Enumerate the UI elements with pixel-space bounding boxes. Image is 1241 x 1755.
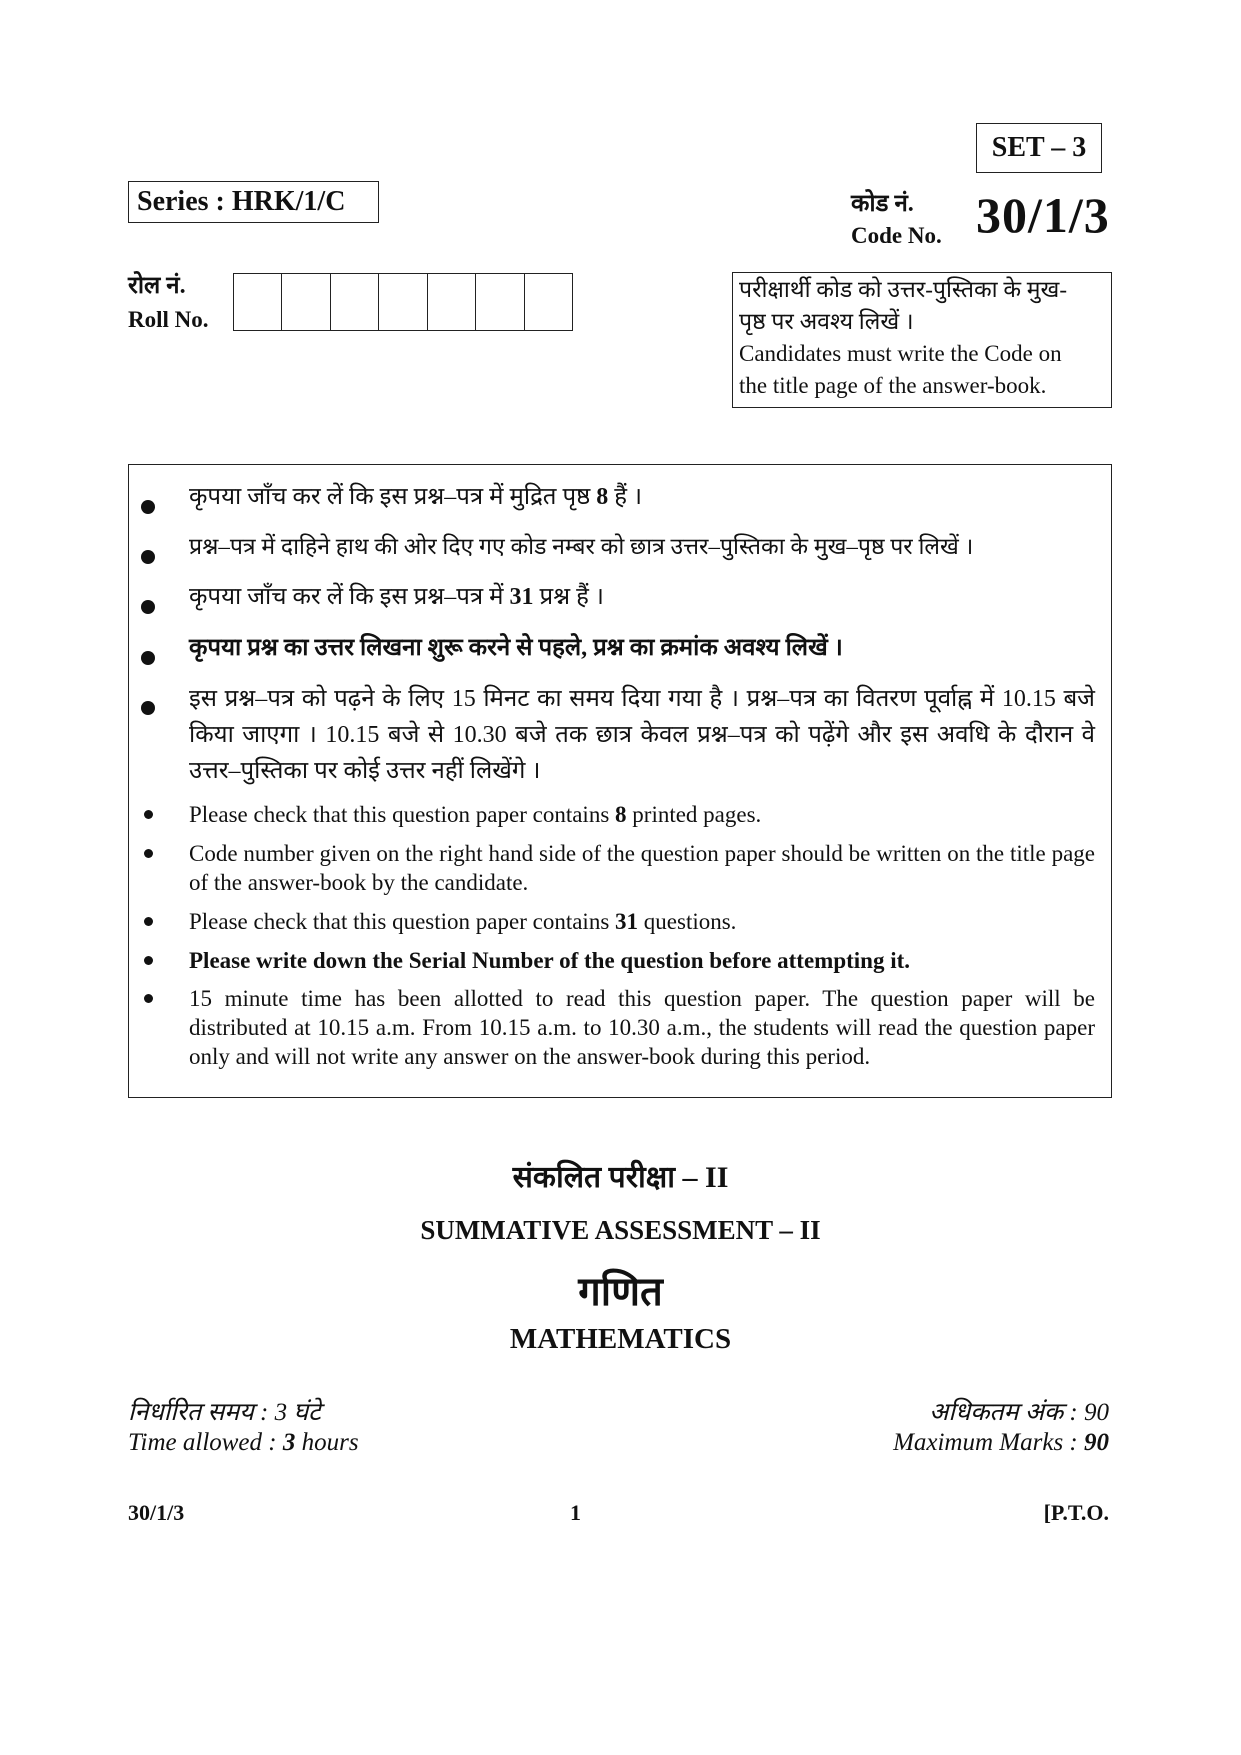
instruction-hi-1: कृपया जाँच कर लें कि इस प्रश्न–पत्र में मुद्रित पृष्ठ 8 हैं । <box>189 484 643 510</box>
time-allowed-hi: निर्धारित समय : 3 घंटे <box>128 1399 321 1426</box>
roll-label-en: Roll No. <box>128 307 209 332</box>
roll-digit-box[interactable] <box>428 274 476 330</box>
series-label: Series : HRK/1/C <box>128 181 379 223</box>
code-number: 30/1/3 <box>976 187 1110 243</box>
subject-title-en: MATHEMATICS <box>509 1323 732 1355</box>
footer-code: 30/1/3 <box>128 1500 185 1525</box>
roll-number-boxes[interactable] <box>233 273 573 331</box>
roll-digit-box[interactable] <box>525 274 572 330</box>
roll-digit-box[interactable] <box>282 274 330 330</box>
code-label-en: Code No. <box>851 223 942 248</box>
roll-label-hi: रोल नं. <box>128 273 186 299</box>
notice-hi-line2: पृष्ठ पर अवश्य लिखें । <box>739 309 914 334</box>
bullet-icon <box>144 917 153 926</box>
max-marks-hi: अधिकतम अंक : 90 <box>929 1399 1109 1426</box>
subject-title-hi: गणित <box>578 1269 663 1314</box>
bullet-icon <box>141 500 155 514</box>
bullet-icon <box>141 600 155 614</box>
bullet-icon <box>144 810 153 819</box>
instruction-en-4: Please write down the Serial Number of the question before attempting it. <box>189 948 911 973</box>
instruction-en-5: 15 minute time has been allotted to read this question paper. The question paper will be distributed at 10.15 a.m. From 10.15 a.m. to 10.30 a.m., the students will read the question paper only and will not write any answer on the answer-book during this period. <box>189 986 1095 1069</box>
pto-label: [P.T.O. <box>1043 1500 1109 1525</box>
exam-title-hi: संकलित परीक्षा – II <box>512 1161 729 1194</box>
bullet-icon <box>144 849 153 858</box>
set-label: SET – 3 <box>976 123 1102 173</box>
notice-en-line1: Candidates must write the Code on <box>739 341 1062 366</box>
bullet-icon <box>141 550 155 564</box>
roll-digit-box[interactable] <box>331 274 379 330</box>
instruction-en-2: Code number given on the right hand side of the question paper should be written on the title page of the answer-book by the candidate. <box>189 841 1095 895</box>
notice-en-line2: the title page of the answer-book. <box>739 373 1047 398</box>
instruction-hi-4: कृपया प्रश्न का उत्तर लिखना शुरू करने से पहले, प्रश्न का क्रमांक अवश्य लिखें । <box>189 635 843 661</box>
exam-title-en: SUMMATIVE ASSESSMENT – II <box>420 1215 821 1245</box>
code-label-hi: कोड नं. <box>851 191 914 217</box>
instruction-en-3: Please check that this question paper contains 31 questions. <box>189 909 737 934</box>
bullet-icon <box>141 701 155 715</box>
instruction-en-1: Please check that this question paper contains 8 printed pages. <box>189 802 762 827</box>
max-marks-en: Maximum Marks : 90 <box>893 1429 1109 1456</box>
code-notice <box>732 272 1112 408</box>
notice-hi-line1: परीक्षार्थी कोड को उत्तर-पुस्तिका के मुख- <box>739 277 1067 302</box>
instruction-hi-2: प्रश्न–पत्र में दाहिने हाथ की ओर दिए गए कोड नम्बर को छात्र उत्तर–पुस्तिका के मुख–पृष्ठ पर लिखें । <box>189 534 974 559</box>
bullet-icon <box>144 994 153 1003</box>
roll-digit-box[interactable] <box>476 274 524 330</box>
instruction-hi-5: इस प्रश्न–पत्र को पढ़ने के लिए 15 मिनट का समय दिया गया है । प्रश्न–पत्र का वितरण पूर्वाह्न में 10.15 बजे किया जाएगा । 10.15 बजे से 10.30 बजे तक छात्र केवल प्रश्न–पत्र को पढ़ेंगे और इस अवधि के दौरान वे उत्तर–पुस्तिका पर कोई उत्तर नहीं लिखेंगे । <box>189 686 1095 784</box>
instruction-hi-3: कृपया जाँच कर लें कि इस प्रश्न–पत्र में 31 प्रश्न हैं । <box>189 584 604 610</box>
roll-digit-box[interactable] <box>379 274 427 330</box>
bullet-icon <box>141 651 155 665</box>
roll-digit-box[interactable] <box>234 274 282 330</box>
time-allowed-en: Time allowed : 3 hours <box>128 1429 359 1456</box>
page-number: 1 <box>570 1500 581 1525</box>
bullet-icon <box>144 956 153 965</box>
